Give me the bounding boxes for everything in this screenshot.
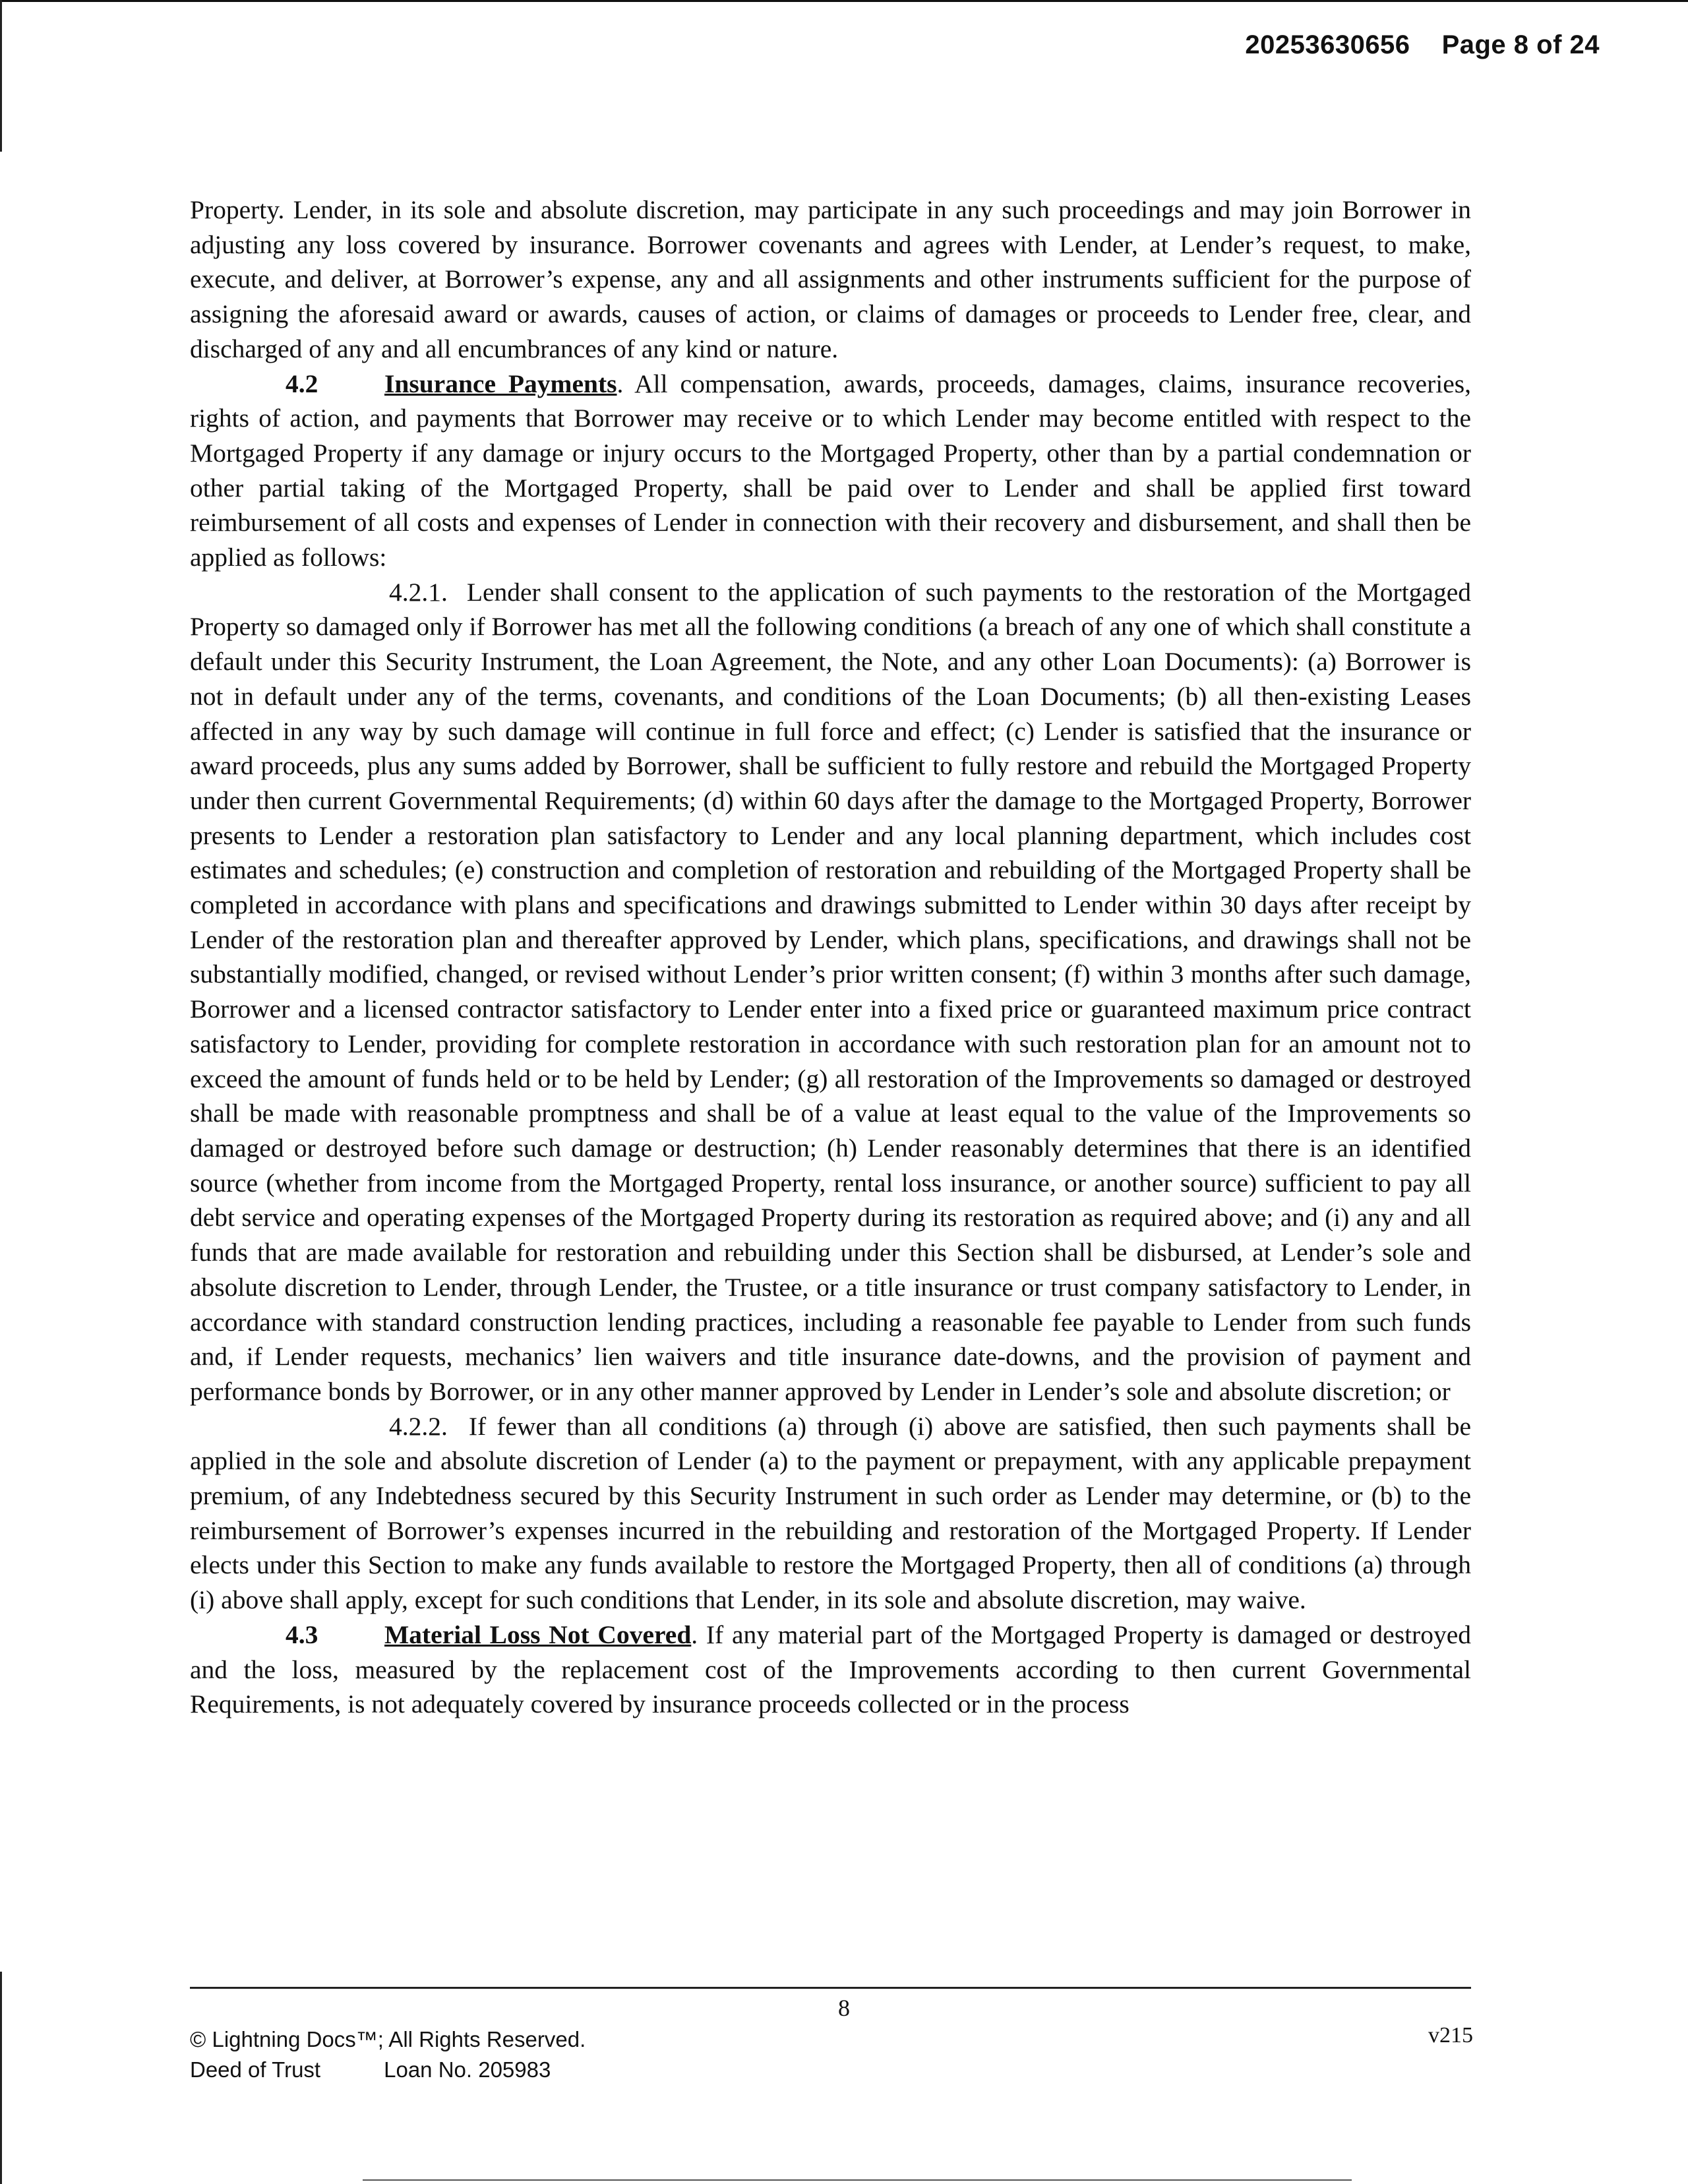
section-heading: Insurance Payments — [384, 369, 617, 398]
continuation-paragraph: Property. Lender, in its sole and absolute discretion, may participate in any such proceedings and may join Borrower in adjusting any loss covered by insurance. Borrower covenants and agrees with Lender, at Lender’s request, to make, execute, and deliver, at Borrower’s expense, any and all assignments and other instruments sufficient for the purpose of assigning the aforesaid award or awards, causes of action, or claims of damages or proceeds to Lender free, clear, and discharged of any and all encumbrances of any kind or nature. — [190, 195, 1471, 363]
loan-number: Loan No. 205983 — [384, 2057, 551, 2082]
subsection-number: 4.2.1. — [389, 577, 448, 607]
document-body — [190, 193, 1471, 1722]
page-label: Page 8 of 24 — [1441, 30, 1600, 59]
footer-info — [190, 2024, 586, 2085]
document-type-line — [190, 2055, 586, 2085]
section-text: . All compensation, awards, proceeds, damages, claims, insurance recoveries, rights of action, and payments that Borrower may receive or to which Lender may become entitled with respect to the Mortgaged Property if any damage or injury occurs to the Mortgaged Property, other than by a partial condemnation or other partial taking of the Mortgaged Property, shall be paid over to Lender and shall be applied first toward reimbursement of all costs and expenses of Lender in connection with their recovery and disbursement, and shall then be applied as follows: — [190, 369, 1471, 572]
section-heading: Material Loss Not Covered — [384, 1620, 692, 1649]
footer-divider — [190, 1987, 1471, 1989]
document-type: Deed of Trust — [190, 2057, 321, 2082]
page-header — [1245, 30, 1600, 60]
copyright-notice: © Lightning Docs™; All Rights Reserved. — [190, 2027, 586, 2051]
document-id: 20253630656 — [1245, 30, 1410, 59]
subsection-number: 4.2.2. — [389, 1411, 448, 1441]
scan-edge-left — [0, 0, 2, 152]
subsection-text: If fewer than all conditions (a) through (i) above are satisfied, then such payments shall be applied in the sole and absolute discretion of Lender (a) to the payment or prepayment, with any applicable prepayment premium, of any Indebtedness secured by this Security Instrument in such order as Lender may determine, or (b) to the reimbursement of Borrower’s expenses incurred in the rebuilding and restoration of the Mortgaged Property. If Lender elects under this Section to make any funds available to restore the Mortgaged Property, then all of conditions (a) through (i) above shall apply, except for such conditions that Lender, in its sole and absolute discretion, may waive. — [190, 1411, 1471, 1615]
section-4-2-1-paragraph — [190, 575, 1471, 1409]
subsection-text: Lender shall consent to the application of such payments to the restoration of the Mortgaged Property so damaged only if Borrower has met all the following conditions (a breach of any one of which shall constitute a default under this Security Instrument, the Loan Agreement, the Note, and any other Loan Documents): (a) Borrower is not in default under any of the terms, covenants, and conditions of the Loan Documents; (b) all then-existing Leases affected in any way by such damage will continue in full force and effect; (c) Lender is satisfied that the insurance or award proceeds, plus any sums added by Borrower, shall be sufficient to fully restore and rebuild the Mortgaged Property under then current Governmental Requirements; (d) within 60 days after the damage to the Mortgaged Property, Borrower presents to Lender a restoration plan satisfactory to Lender and any local planning department, which includes cost estimates and schedules; (e) construction and completion of restoration and rebuilding of the Mortgaged Property shall be completed in accordance with plans and specifications and drawings submitted to Lender within 30 days after receipt by Lender of the restoration plan and thereafter approved by Lender, which plans, specifications, and drawings shall not be substantially modified, changed, or revised without Lender’s prior written consent; (f) within 3 months after such damage, Borrower and a licensed contractor satisfactory to Lender enter into a fixed price or guaranteed maximum price contract satisfactory to Lender, providing for complete restoration in accordance with such restoration plan for an amount not to exceed the amount of funds held or to be held by Lender; (g) all restoration of the Improvements so damaged or destroyed shall be made with reasonable promptness and shall be of a value at least equal to the value of the Improvements so damaged or destroyed before such damage or destruction; (h) Lender reasonably determines that there is an identified source (whether from income from the Mortgaged Property, rental loss insurance, or another source) sufficient to pay all debt service and operating expenses of the Mortgaged Property during its restoration as required above; and (i) any and all funds that are made available for restoration and rebuilding under this Section shall be disbursed, at Lender’s sole and absolute discretion to Lender, through Lender, the Trustee, or a title insurance or trust company satisfactory to Lender, in accordance with standard construction lending practices, including a reasonable fee payable to Lender from such funds and, if Lender requests, mechanics’ lien waivers and title insurance date-downs, and the provision of payment and performance bonds by Borrower, or in any other manner approved by Lender in Lender’s sole and absolute discretion; or — [190, 577, 1471, 1406]
section-text: . If any material part of the Mortgaged Property is damaged or destroyed and the loss, measured by the replacement cost of the Improvements according to then current Governmental Requirements, is not adequately covered by insurance proceeds collected or in the process — [190, 1620, 1471, 1719]
scan-edge-top — [0, 0, 1688, 2]
page-number: 8 — [838, 1995, 850, 2021]
section-4-2-2-paragraph — [190, 1409, 1471, 1618]
section-number: 4.2 — [286, 369, 318, 398]
form-version: v215 — [1428, 2023, 1473, 2048]
section-4-3-paragraph — [190, 1618, 1471, 1722]
scan-edge-bottom — [363, 2179, 1352, 2181]
section-4-2-paragraph — [190, 367, 1471, 575]
section-number: 4.3 — [286, 1620, 318, 1649]
